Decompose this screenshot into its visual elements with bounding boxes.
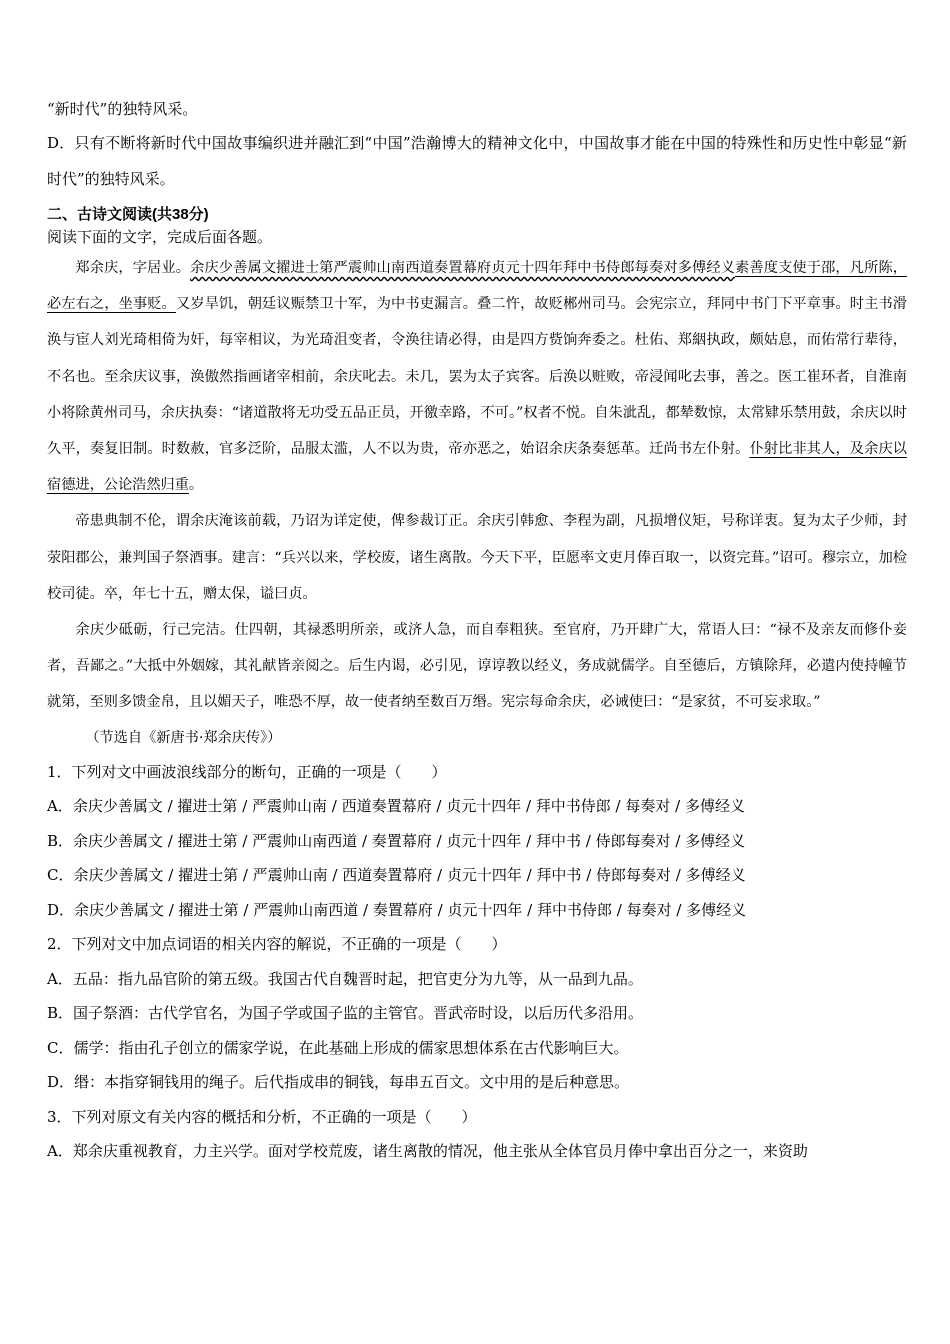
question-2-option-c: C．儒学：指由孔子创立的儒家学说，在此基础上形成的儒家思想体系在古代影响巨大。	[47, 1038, 629, 1057]
question-3-stem: 3．下列对原文有关内容的概括和分析，不正确的一项是（ ）	[47, 1107, 477, 1126]
question-2-option-b: B．国子祭酒：古代学官名，为国子学或国子监的主管官。晋武帝时设，以后历代多沿用。	[47, 1004, 644, 1023]
question-1-option-d: D．余庆少善属文 / 擢进士第 / 严震帅山南西道 / 奏置幕府 / 贞元十四年 / 拜中书侍郎 / 每奏对 / 多傅经义	[47, 900, 747, 919]
wavy-underlined-text: 余庆少善属文擢进士第严震帅山南西道奏置幕府贞元十四年拜中书侍郎每奏对多傅经义	[190, 260, 736, 276]
prev-option-c-tail: “新时代”的独特风采。	[47, 100, 198, 118]
passage-paragraph-1	[47, 250, 907, 503]
question-1-option-c: C．余庆少善属文 / 擢进士第 / 严震帅山南 / 西道奏置幕府 / 贞元十四年 / 拜中书 / 侍郎每奏对 / 多傅经义	[47, 866, 746, 885]
underlined-sentence-1: 素善度支使于邵，凡所陈，必左右之，坐事贬。	[47, 260, 907, 313]
question-2-option-a: A．五品：指九品官阶的第五级。我国古代自魏晋时起，把官吏分为九等，从一品到九品。	[47, 969, 643, 988]
prev-option-d: D．只有不断将新时代中国故事编织进并融汇到“中国”浩瀚博大的精神文化中，中国故事才能在中国的特殊性和历史性中彰显“新时代”的独特风采。	[47, 134, 907, 188]
passage-end-1: 。	[188, 477, 204, 494]
passage-paragraph-3: 余庆少砥砺，行己完洁。仕四朝，其禄悉明所亲，或济人急，而自奉粗狭。至官府，乃开肆广大，常语人曰：“禄不及亲友而修仆妾者，吾鄙之。”大抵中外姻嫁，其礼献皆亲阅之。后生内谒，必引见，谆谆教以经义，务成就儒学。自至德后，方镇除拜，必遣内使持幢节就第，至则多馈金帛，且以媚天子，唯恐不厚，故一使者纳至数百万缗。宪宗每命余庆，必诫使曰：“是家贫，不可妄求取。”	[47, 622, 907, 711]
passage-intro: 郑余庆，字居业。	[75, 260, 191, 276]
question-1-stem: 1．下列对文中画波浪线部分的断句，正确的一项是（ ）	[47, 762, 447, 781]
passage-source: （节选自《新唐书·郑余庆传》）	[85, 729, 282, 746]
question-2-option-d: D．缗：本指穿铜钱用的绳子。后代指成串的铜钱，每串五百文。文中用的是后种意思。	[47, 1073, 630, 1092]
question-2-stem: 2．下列对文中加点词语的相关内容的解说，不正确的一项是（ ）	[47, 935, 507, 954]
section-instruction: 阅读下面的文字，完成后面各题。	[47, 228, 273, 246]
section-title: 二、古诗文阅读(共38分)	[47, 206, 209, 223]
question-1-option-b: B．余庆少善属文 / 擢进士第 / 严震帅山南西道 / 奏置幕府 / 贞元十四年 / 拜中书 / 侍郎每奏对 / 多傅经义	[47, 831, 746, 850]
underlined-sentence-2: 仆射比非其人，及余庆以宿德进，公论浩然归重	[47, 441, 907, 494]
passage-body-1: 又岁旱饥，朝廷议赈禁卫十军，为中书吏漏言。叠二忤，故贬郴州司马。会宪宗立，拜同中书门下平章事。时主书滑涣与宦人刘光琦相倚为奸，每宰相议，为光琦沮变者，令涣往请必得，由是四方赀饷奔委之。杜佑、郑絪执政，颇姑息，而佑常行辈待，不名也。至余庆议事，涣傲然指画诸宰相前，余庆叱去。未几，罢为太子宾客。后涣以赃败，帝浸闻叱去事，善之。医工崔环者，自淮南小将除黄州司马，余庆执奏：“诸道散将无功受五品正员，开徼幸路，不可。”权者不悦。自朱泚乱，都辇数惊，太常肄乐禁用鼓，余庆以时久平，奏复旧制。时数赦，官多泛阶，品服太滥，人不以为贵，帝亦恶之，始诏余庆条奏惩革。迁尚书左仆射。	[47, 296, 907, 458]
question-1-option-a: A．余庆少善属文 / 擢进士第 / 严震帅山南 / 西道奏置幕府 / 贞元十四年 / 拜中书侍郎 / 每奏对 / 多傅经义	[47, 797, 745, 816]
question-3-option-a: A．郑余庆重视教育，力主兴学。面对学校荒废，诸生离散的情况，他主张从全体官员月俸中拿出百分之一，来资助	[47, 1142, 808, 1161]
passage-paragraph-2: 帝患典制不伦，谓余庆淹该前载，乃诏为详定使，俾参裁订正。余庆引韩愈、李程为副，凡损增仪矩，号称详衷。复为太子少师，封荥阳郡公，兼判国子祭酒事。建言：“兵兴以来，学校废，诸生离散。今天下平，臣愿率文吏月俸百取一，以资完葺。”诏可。穆宗立，加检校司徒。卒，年七十五，赠太保，谥曰贞。	[47, 513, 907, 602]
document-page	[47, 96, 907, 1169]
